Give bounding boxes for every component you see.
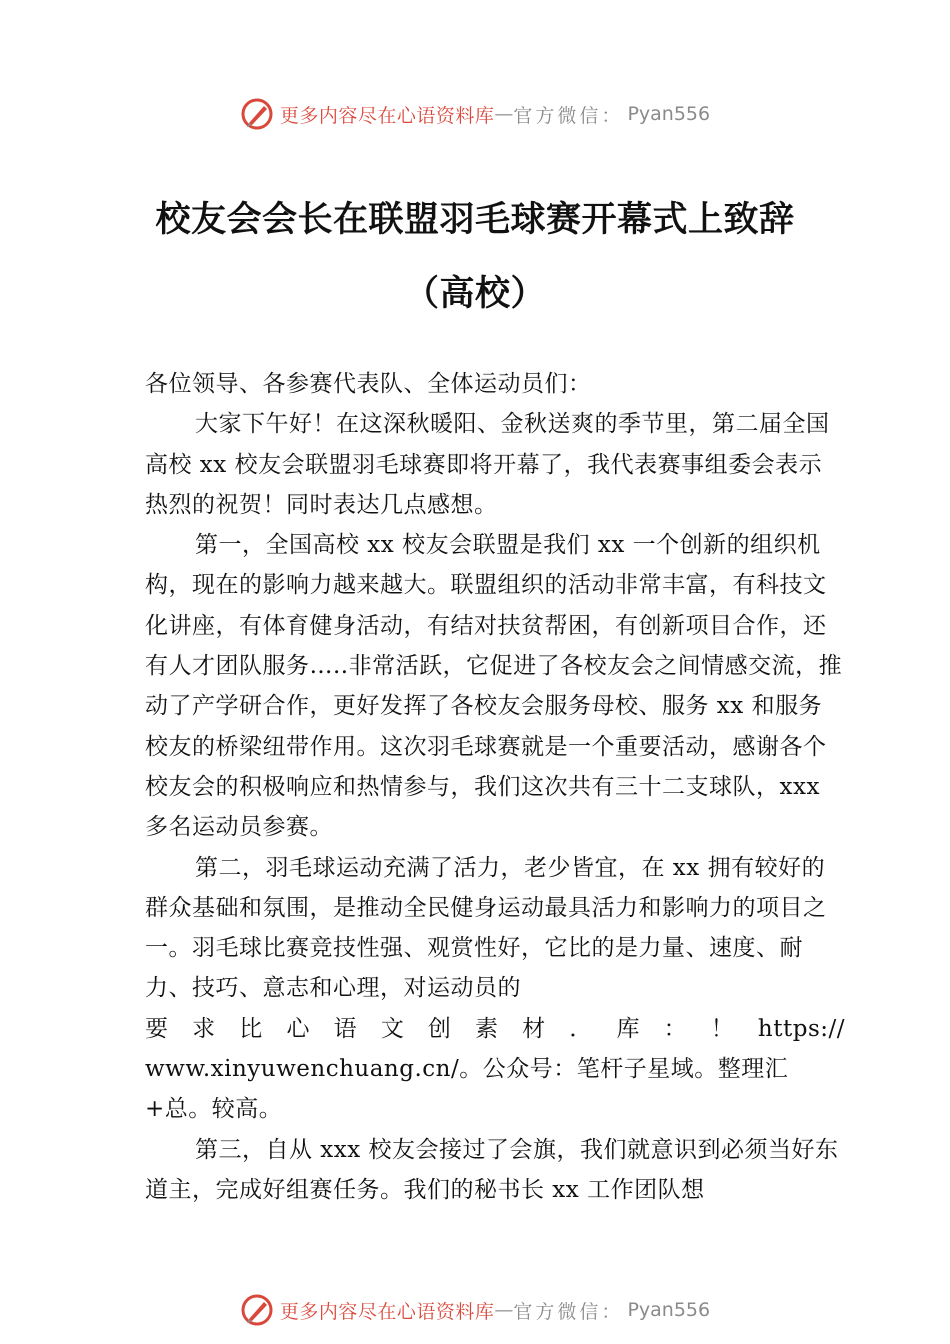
header-watermark	[0, 94, 950, 134]
watermark-wechat-handle: Pyan556	[627, 103, 711, 125]
paragraph-third-point: 第三，自从 xxx 校友会接过了会旗，我们就意识到必须当好东道主，完成好组赛任务。我们的秘书长 xx 工作团队想	[145, 1136, 839, 1203]
paragraph-second-point: 第二，羽毛球运动充满了活力，老少皆宜，在 xx 拥有较好的群众基础和氛围，是推动全民健身运动最具活力和影响力的项目之一。羽毛球比赛竞技性强、观赏性好，它比的是力量、速度、耐力、技巧、意志和心理，对运动员的	[145, 854, 827, 1002]
document-body	[145, 364, 845, 1210]
document-title: 校友会会长在联盟羽毛球赛开幕式上致辞	[155, 199, 795, 240]
paragraph-second-point-tail: www.xinyuwenchuang.cn/。公众号：笔杆子星域。整理汇+总。较高。	[145, 1056, 789, 1123]
watermark-wechat-label: 官方微信：	[513, 1300, 624, 1323]
paragraph-first-point: 第一，全国高校 xx 校友会联盟是我们 xx 一个创新的组织机构，现在的影响力越来越大。联盟组织的活动非常丰富，有科技文化讲座，有体育健身活动，有结对扶贫帮困，有创新项目合作，还有人才团队服务…..非常活跃，它促进了各校友会之间情感交流，推动了产学研合作，更好发挥了各校友会服务母校、服务 xx 和服务校友的桥梁纽带作用。这次羽毛球赛就是一个重要活动，感谢各个校友会的积极响应和热情参与，我们这次共有三十二支球队，xxx 多名运动员参赛。	[145, 532, 843, 841]
pen-circle-logo-icon	[240, 97, 274, 131]
paragraph-second-point-line: 要求比心语文创素材．库：！https://	[145, 1015, 845, 1042]
pen-circle-logo-icon	[240, 1293, 274, 1327]
footer-watermark	[0, 1290, 950, 1330]
watermark-dash: —	[494, 103, 514, 125]
paragraph-greeting: 大家下午好！在这深秋暖阳、金秋送爽的季节里，第二届全国高校 xx 校友会联盟羽毛球赛即将开幕了，我代表赛事组委会表示热烈的祝贺！同时表达几点感想。	[145, 411, 830, 518]
salutation: 各位领导、各参赛代表队、全体运动员们：	[145, 371, 592, 397]
document-subtitle: （高校）	[403, 273, 546, 314]
watermark-site-text: 更多内容尽在心语资料库	[279, 104, 495, 127]
watermark-wechat-handle: Pyan556	[627, 1299, 711, 1321]
watermark-dash: —	[494, 1299, 514, 1321]
watermark-wechat-label: 官方微信：	[513, 104, 624, 127]
watermark-site-text: 更多内容尽在心语资料库	[279, 1300, 495, 1323]
